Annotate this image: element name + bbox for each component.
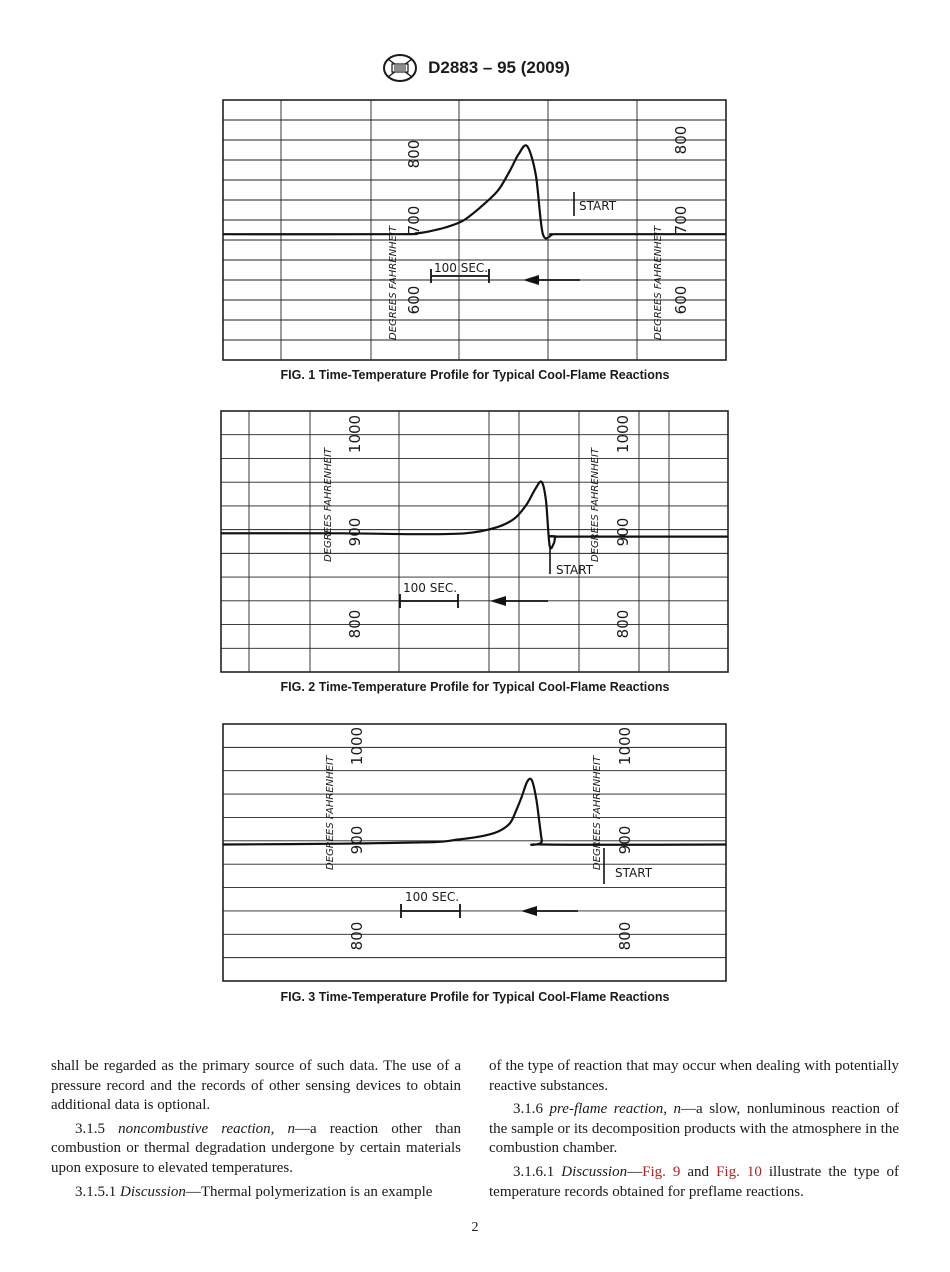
fig-9-link[interactable]: Fig. 9	[642, 1163, 681, 1180]
section-number: 3.1.6	[513, 1101, 543, 1118]
tick-label-800-left: 800	[348, 921, 366, 951]
left-para-2	[51, 1120, 461, 1179]
tick-label-900-right: 900	[614, 517, 632, 547]
temperature-trace	[221, 482, 728, 549]
arrow-head-icon	[523, 275, 539, 285]
document-id: D2883 – 95 (2009)	[428, 58, 570, 77]
conjunction: and	[680, 1163, 717, 1180]
y-axis-label-right: DEGREES FAHRENHEIT	[590, 447, 601, 562]
term: noncombustive reaction, n	[118, 1120, 296, 1137]
tick-label-1000-left: 1000	[348, 726, 366, 766]
y-axis-label-left: DEGREES FAHRENHEIT	[323, 447, 334, 562]
tick-label-800-right: 800	[614, 609, 632, 639]
figure-3	[0, 720, 950, 1020]
page-header	[0, 52, 950, 84]
tick-label-900-left: 900	[346, 517, 364, 547]
tick-label-1000-left: 1000	[346, 414, 364, 454]
y-axis-label-right: DEGREES FAHRENHEIT	[653, 225, 664, 340]
definition: —Thermal polymerization is an example	[185, 1183, 433, 1200]
arrow-head-icon	[521, 906, 537, 916]
figure-3-caption: FIG. 3 Time-Temperature Profile for Typical Cool-Flame Reactions	[280, 990, 670, 1004]
figure-1-chart	[0, 96, 950, 366]
term: pre-flame reaction, n	[549, 1101, 682, 1118]
dash: —	[627, 1163, 643, 1180]
plot-frame	[223, 100, 726, 360]
left-para-3	[51, 1183, 461, 1203]
right-column	[489, 1057, 899, 1206]
right-para-1: of the type of reaction that may occur when dealing with potentially reactive substances.	[489, 1058, 899, 1094]
figure-2	[0, 408, 950, 708]
left-para-1: shall be regarded as the primary source of such data. The use of a pressure record and the records of other sensing devices to obtain additional data is optional.	[51, 1058, 461, 1114]
figure-1	[0, 96, 950, 396]
time-scale-label: 100 SEC.	[405, 890, 460, 904]
y-axis-label-left: DEGREES FAHRENHEIT	[325, 755, 336, 870]
section-number: 3.1.6.1	[513, 1163, 555, 1180]
tick-label-1000-right: 1000	[614, 414, 632, 454]
tick-label-900-right: 900	[616, 825, 634, 855]
definition: illustrate the type of temperature records obtained for preflame reactions.	[489, 1163, 900, 1200]
time-scale-label: 100 SEC.	[403, 581, 458, 595]
tick-label-1000-right: 1000	[616, 726, 634, 766]
tick-label-700-right: 700	[672, 205, 690, 235]
y-axis-label-left: DEGREES FAHRENHEIT	[388, 225, 399, 340]
figure-2-caption: FIG. 2 Time-Temperature Profile for Typical Cool-Flame Reactions	[280, 680, 670, 694]
definition: —a slow, nonluminous reaction of the sample or its decomposition products with the atmosphere in the combustion chamber.	[489, 1101, 899, 1157]
tick-label-800-left: 800	[346, 609, 364, 639]
plot-frame	[223, 724, 726, 981]
start-label: START	[615, 866, 653, 880]
tick-label-600-right: 600	[672, 285, 690, 315]
left-column	[51, 1057, 461, 1206]
tick-label-700-left: 700	[405, 205, 423, 235]
page-number: 2	[471, 1220, 479, 1235]
plot-frame	[221, 411, 728, 672]
astm-logo-icon	[380, 53, 420, 83]
term: Discussion	[120, 1183, 186, 1200]
arrow-head-icon	[490, 596, 506, 606]
figure-1-caption: FIG. 1 Time-Temperature Profile for Typical Cool-Flame Reactions	[280, 368, 670, 382]
start-label: START	[556, 563, 594, 577]
temperature-trace	[223, 779, 726, 845]
y-axis-label-right: DEGREES FAHRENHEIT	[592, 755, 603, 870]
temperature-trace	[223, 145, 726, 238]
tick-label-800-right: 800	[616, 921, 634, 951]
tick-label-600-left: 600	[405, 285, 423, 315]
time-scale-label: 100 SEC.	[434, 261, 489, 275]
right-para-3	[489, 1163, 899, 1202]
tick-label-800-right: 800	[672, 125, 690, 155]
definition: —a reaction other than combustion or thermal degradation undergone by certain materials upon exposure to elevated temperatures.	[51, 1120, 461, 1176]
term: Discussion	[561, 1163, 628, 1180]
tick-label-800-left: 800	[405, 139, 423, 169]
tick-label-900-left: 900	[348, 825, 366, 855]
right-para-2	[489, 1100, 899, 1159]
figure-3-chart	[0, 720, 950, 990]
fig-10-link[interactable]: Fig. 10	[716, 1163, 762, 1180]
section-number: 3.1.5.1	[75, 1183, 117, 1200]
section-number: 3.1.5	[75, 1120, 105, 1137]
figure-2-chart	[0, 408, 950, 678]
start-label: START	[579, 199, 617, 213]
